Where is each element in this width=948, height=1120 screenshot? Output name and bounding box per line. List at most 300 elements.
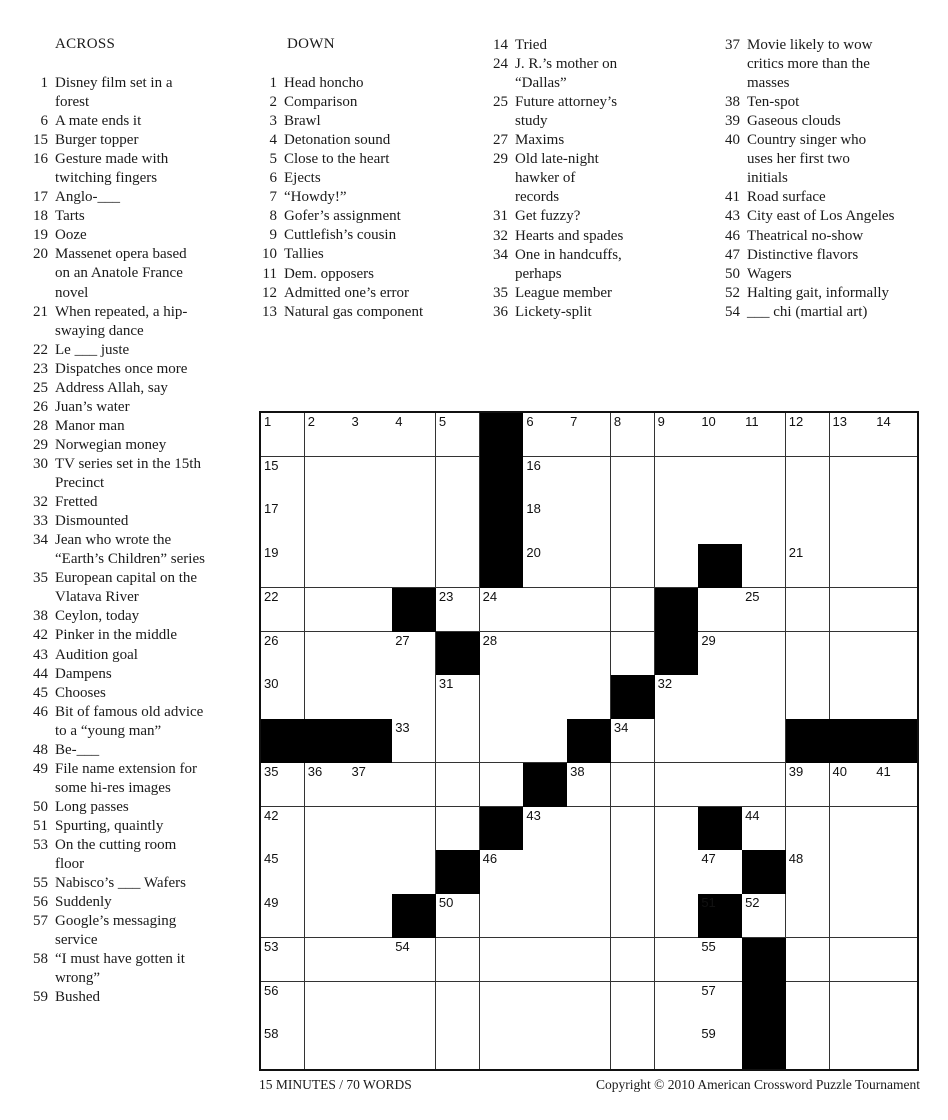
clue-item xyxy=(718,36,933,93)
grid-cell[interactable] xyxy=(305,807,349,851)
grid-cell[interactable] xyxy=(786,1025,830,1069)
grid-cell[interactable] xyxy=(655,457,699,501)
grid-cell[interactable] xyxy=(567,500,611,544)
grid-cell[interactable] xyxy=(742,675,786,719)
cell-number: 51 xyxy=(701,895,716,911)
clue-item xyxy=(718,303,933,322)
clue-item xyxy=(26,303,241,341)
grid-cell[interactable] xyxy=(523,982,567,1026)
clue-text: Ejects xyxy=(284,170,321,187)
clue-number: 4 xyxy=(269,132,277,149)
clue-number: 19 xyxy=(33,227,48,244)
cell-number: 36 xyxy=(307,763,323,779)
grid-cell[interactable] xyxy=(392,413,436,457)
grid-cell[interactable] xyxy=(261,500,305,544)
grid-cell[interactable] xyxy=(261,675,305,719)
grid-cell[interactable] xyxy=(261,544,305,588)
down-header: DOWN xyxy=(287,36,335,52)
grid-cell[interactable] xyxy=(611,807,655,851)
grid-cell[interactable] xyxy=(830,982,874,1026)
grid-cell[interactable] xyxy=(305,982,349,1026)
grid-cell[interactable] xyxy=(742,500,786,544)
clue-text: League member xyxy=(515,284,613,301)
grid-cell[interactable] xyxy=(873,675,917,719)
clue-text: Tallies xyxy=(284,246,324,263)
clue-item xyxy=(26,245,241,302)
clue-number: 21 xyxy=(33,303,48,320)
grid-cell[interactable] xyxy=(261,982,305,1026)
grid-cell[interactable] xyxy=(611,894,655,938)
grid-cell[interactable] xyxy=(480,719,524,763)
grid-cell[interactable] xyxy=(873,544,917,588)
clue-number: 7 xyxy=(269,189,277,206)
grid-cell[interactable] xyxy=(523,719,567,763)
grid-cell[interactable] xyxy=(348,675,392,719)
grid-cell[interactable] xyxy=(348,763,392,807)
grid-cell[interactable] xyxy=(523,632,567,676)
grid-cell[interactable] xyxy=(873,982,917,1026)
clue-text: wrong” xyxy=(55,970,100,987)
black-square xyxy=(261,719,305,763)
clue-text: Natural gas component xyxy=(284,303,424,320)
grid-cell[interactable] xyxy=(567,588,611,632)
grid-cell[interactable] xyxy=(436,938,480,982)
grid-cell[interactable] xyxy=(480,982,524,1026)
clue-text: to a “young man” xyxy=(55,722,162,739)
grid-cell[interactable] xyxy=(523,500,567,544)
grid-cell[interactable] xyxy=(830,413,874,457)
grid-cell[interactable] xyxy=(655,982,699,1026)
grid-cell[interactable] xyxy=(392,1025,436,1069)
clue-item xyxy=(255,93,470,112)
cell-number: 24 xyxy=(482,588,498,604)
grid-cell[interactable] xyxy=(830,675,874,719)
grid-cell[interactable] xyxy=(655,675,699,719)
clue-text: Halting gait, informally xyxy=(747,284,890,301)
grid-cell[interactable] xyxy=(786,938,830,982)
grid-cell[interactable] xyxy=(523,413,567,457)
grid-cell[interactable] xyxy=(480,938,524,982)
grid-cell[interactable] xyxy=(698,1025,742,1069)
grid-cell[interactable] xyxy=(261,938,305,982)
clue-text: Bit of famous old advice xyxy=(55,703,204,720)
clue-item xyxy=(255,131,470,150)
grid-cell[interactable] xyxy=(567,632,611,676)
clue-text: Norwegian money xyxy=(55,436,167,453)
grid-cell[interactable] xyxy=(655,894,699,938)
grid-cell[interactable] xyxy=(480,632,524,676)
grid-cell[interactable] xyxy=(523,1025,567,1069)
grid-cell[interactable] xyxy=(348,500,392,544)
clue-item xyxy=(718,93,933,112)
grid-cell[interactable] xyxy=(436,588,480,632)
grid-cell[interactable] xyxy=(611,632,655,676)
clue-text: Brawl xyxy=(284,113,321,130)
grid-cell[interactable] xyxy=(567,413,611,457)
grid-cell[interactable] xyxy=(436,544,480,588)
grid-cell[interactable] xyxy=(742,719,786,763)
cell-number: 20 xyxy=(526,545,541,561)
grid-cell[interactable] xyxy=(742,588,786,632)
cell-number: 1 xyxy=(264,414,272,429)
clue-text: some hi-res images xyxy=(55,779,171,796)
grid-cell[interactable] xyxy=(348,588,392,632)
grid-cell[interactable] xyxy=(261,588,305,632)
grid-cell[interactable] xyxy=(436,982,480,1026)
grid-cell[interactable] xyxy=(873,457,917,501)
grid-cell[interactable] xyxy=(436,500,480,544)
grid-cell[interactable] xyxy=(873,763,917,807)
grid-cell[interactable] xyxy=(305,894,349,938)
grid-cell[interactable] xyxy=(480,1025,524,1069)
grid-cell[interactable] xyxy=(655,807,699,851)
grid-cell[interactable] xyxy=(873,632,917,676)
grid-cell[interactable] xyxy=(567,938,611,982)
clue-item xyxy=(486,284,701,303)
clue-text: service xyxy=(55,932,98,949)
cell-number: 52 xyxy=(745,895,760,911)
grid-cell[interactable] xyxy=(655,500,699,544)
clue-text: Movie likely to wow xyxy=(747,37,873,53)
grid-cell[interactable] xyxy=(305,457,349,501)
clue-text: Nabisco’s ___ Wafers xyxy=(55,875,186,892)
grid-cell[interactable] xyxy=(786,894,830,938)
clue-item xyxy=(26,512,241,531)
clue-text: uses her first two xyxy=(747,151,850,168)
grid-cell[interactable] xyxy=(655,850,699,894)
grid-cell[interactable] xyxy=(611,938,655,982)
grid-cell[interactable] xyxy=(655,413,699,457)
grid-cell[interactable] xyxy=(742,894,786,938)
grid-cell[interactable] xyxy=(523,544,567,588)
clue-text: Juan’s water xyxy=(55,398,130,415)
grid-cell[interactable] xyxy=(436,719,480,763)
grid-cell[interactable] xyxy=(873,807,917,851)
grid-cell[interactable] xyxy=(786,763,830,807)
grid-cell[interactable] xyxy=(261,850,305,894)
clue-item xyxy=(26,150,241,188)
grid-cell[interactable] xyxy=(480,763,524,807)
grid-cell[interactable] xyxy=(611,500,655,544)
grid-cell[interactable] xyxy=(830,632,874,676)
grid-cell[interactable] xyxy=(655,1025,699,1069)
grid-cell[interactable] xyxy=(305,763,349,807)
grid-cell[interactable] xyxy=(873,938,917,982)
grid-cell[interactable] xyxy=(742,632,786,676)
grid-cell[interactable] xyxy=(786,500,830,544)
grid-cell[interactable] xyxy=(786,588,830,632)
clue-number: 15 xyxy=(33,132,48,149)
grid-cell[interactable] xyxy=(261,763,305,807)
clue-text: Fretted xyxy=(55,494,98,511)
grid-cell[interactable] xyxy=(655,938,699,982)
cell-number: 53 xyxy=(264,938,279,954)
clue-item xyxy=(718,131,933,188)
grid-cell[interactable] xyxy=(392,719,436,763)
grid-cell[interactable] xyxy=(305,938,349,982)
clue-item xyxy=(718,112,933,131)
grid-cell[interactable] xyxy=(786,544,830,588)
grid-cell[interactable] xyxy=(873,1025,917,1069)
grid-cell[interactable] xyxy=(523,850,567,894)
grid-cell[interactable] xyxy=(348,807,392,851)
clue-text: Long passes xyxy=(55,798,129,815)
grid-cell[interactable] xyxy=(348,982,392,1026)
grid-cell[interactable] xyxy=(611,457,655,501)
cell-number: 27 xyxy=(395,632,410,648)
clue-number: 59 xyxy=(33,989,48,1006)
clue-number: 11 xyxy=(262,265,277,282)
black-square xyxy=(655,632,699,676)
grid-cell[interactable] xyxy=(392,632,436,676)
grid-cell[interactable] xyxy=(873,413,917,457)
grid-cell[interactable] xyxy=(742,457,786,501)
grid-cell[interactable] xyxy=(873,850,917,894)
clue-number: 24 xyxy=(493,56,508,73)
clue-item xyxy=(26,912,241,950)
grid-cell[interactable] xyxy=(611,413,655,457)
cell-number: 3 xyxy=(351,414,359,429)
grid-cell[interactable] xyxy=(436,457,480,501)
grid-cell[interactable] xyxy=(873,894,917,938)
grid-cell[interactable] xyxy=(523,807,567,851)
grid-cell[interactable] xyxy=(611,982,655,1026)
grid-cell[interactable] xyxy=(830,763,874,807)
clue-text: On the cutting room xyxy=(55,837,177,853)
grid-cell[interactable] xyxy=(305,1025,349,1069)
grid-cell[interactable] xyxy=(392,500,436,544)
grid-cell[interactable] xyxy=(567,807,611,851)
clue-text: Road surface xyxy=(747,189,826,206)
grid-cell[interactable] xyxy=(742,807,786,851)
grid-cell[interactable] xyxy=(348,850,392,894)
grid-cell[interactable] xyxy=(523,457,567,501)
grid-cell[interactable] xyxy=(698,500,742,544)
clue-text: Detonation sound xyxy=(284,132,391,149)
grid-cell[interactable] xyxy=(698,850,742,894)
grid-cell[interactable] xyxy=(830,544,874,588)
black-square xyxy=(348,719,392,763)
grid-cell[interactable] xyxy=(261,413,305,457)
cell-number: 44 xyxy=(745,807,760,823)
grid-cell[interactable] xyxy=(830,807,874,851)
grid-cell[interactable] xyxy=(523,894,567,938)
clue-text: City east of Los Angeles xyxy=(747,208,895,225)
grid-cell[interactable] xyxy=(305,544,349,588)
grid-cell[interactable] xyxy=(392,544,436,588)
grid-cell[interactable] xyxy=(698,938,742,982)
grid-cell[interactable] xyxy=(786,807,830,851)
clue-text: masses xyxy=(747,75,790,92)
clue-number: 38 xyxy=(33,608,48,625)
grid-cell[interactable] xyxy=(567,850,611,894)
grid-cell[interactable] xyxy=(611,763,655,807)
grid-cell[interactable] xyxy=(392,982,436,1026)
grid-cell[interactable] xyxy=(742,544,786,588)
crossword-grid xyxy=(259,411,919,1071)
grid-cell[interactable] xyxy=(698,632,742,676)
cell-number: 58 xyxy=(264,1026,279,1042)
grid-cell[interactable] xyxy=(786,632,830,676)
clue-number: 47 xyxy=(725,246,740,263)
grid-cell[interactable] xyxy=(305,588,349,632)
clue-item xyxy=(718,284,933,303)
clue-text: Cuttlefish’s cousin xyxy=(284,227,397,244)
grid-cell[interactable] xyxy=(742,413,786,457)
grid-cell[interactable] xyxy=(567,1025,611,1069)
grid-cell[interactable] xyxy=(830,588,874,632)
grid-cell[interactable] xyxy=(480,588,524,632)
grid-cell[interactable] xyxy=(698,982,742,1026)
clue-number: 37 xyxy=(725,37,740,53)
clue-text: Vlatava River xyxy=(55,589,139,606)
clue-number: 57 xyxy=(33,913,48,930)
grid-cell[interactable] xyxy=(348,457,392,501)
grid-cell[interactable] xyxy=(348,894,392,938)
grid-cell[interactable] xyxy=(348,544,392,588)
grid-cell[interactable] xyxy=(611,719,655,763)
grid-cell[interactable] xyxy=(698,675,742,719)
grid-cell[interactable] xyxy=(392,850,436,894)
grid-cell[interactable] xyxy=(348,938,392,982)
grid-cell[interactable] xyxy=(786,982,830,1026)
grid-cell[interactable] xyxy=(523,588,567,632)
clue-item xyxy=(26,207,241,226)
grid-cell[interactable] xyxy=(830,938,874,982)
clue-number: 42 xyxy=(33,627,48,644)
grid-cell[interactable] xyxy=(305,500,349,544)
cell-number: 49 xyxy=(264,895,279,911)
grid-cell[interactable] xyxy=(567,675,611,719)
clue-text: on an Anatole France xyxy=(55,265,183,282)
grid-cell[interactable] xyxy=(611,588,655,632)
clue-item xyxy=(255,226,470,245)
grid-cell[interactable] xyxy=(392,938,436,982)
grid-cell[interactable] xyxy=(567,894,611,938)
grid-cell[interactable] xyxy=(873,500,917,544)
clue-text: Manor man xyxy=(55,417,125,434)
grid-cell[interactable] xyxy=(830,457,874,501)
grid-cell[interactable] xyxy=(523,675,567,719)
clue-number: 33 xyxy=(33,513,48,530)
cell-number: 35 xyxy=(264,763,279,779)
grid-cell[interactable] xyxy=(480,850,524,894)
clue-number: 54 xyxy=(725,303,740,320)
grid-cell[interactable] xyxy=(830,850,874,894)
grid-cell[interactable] xyxy=(392,763,436,807)
grid-cell[interactable] xyxy=(830,1025,874,1069)
clue-number: 55 xyxy=(33,875,48,892)
grid-cell[interactable] xyxy=(436,1025,480,1069)
grid-cell[interactable] xyxy=(392,807,436,851)
clue-number: 22 xyxy=(33,341,48,358)
grid-cell[interactable] xyxy=(873,588,917,632)
grid-cell[interactable] xyxy=(611,1025,655,1069)
clue-text: Maxims xyxy=(515,132,565,149)
grid-cell[interactable] xyxy=(655,719,699,763)
grid-cell[interactable] xyxy=(436,413,480,457)
grid-cell[interactable] xyxy=(261,807,305,851)
clue-text: forest xyxy=(55,94,90,111)
clue-text: Head honcho xyxy=(284,75,364,91)
clue-text: Theatrical no-show xyxy=(747,227,864,244)
clue-number: 41 xyxy=(725,189,740,206)
grid-cell[interactable] xyxy=(261,1025,305,1069)
grid-cell[interactable] xyxy=(655,763,699,807)
cell-number: 42 xyxy=(264,807,279,823)
grid-cell[interactable] xyxy=(480,894,524,938)
clue-number: 40 xyxy=(725,132,740,149)
clue-text: floor xyxy=(55,856,85,873)
grid-cell[interactable] xyxy=(830,500,874,544)
grid-cell[interactable] xyxy=(436,807,480,851)
grid-cell[interactable] xyxy=(261,632,305,676)
grid-cell[interactable] xyxy=(786,675,830,719)
grid-cell[interactable] xyxy=(567,982,611,1026)
black-square xyxy=(392,894,436,938)
black-square xyxy=(742,938,786,982)
grid-cell[interactable] xyxy=(305,850,349,894)
clue-text: Precinct xyxy=(55,475,105,492)
grid-cell[interactable] xyxy=(436,894,480,938)
grid-cell[interactable] xyxy=(567,457,611,501)
grid-cell[interactable] xyxy=(786,850,830,894)
cell-number: 56 xyxy=(264,982,279,998)
grid-cell[interactable] xyxy=(348,413,392,457)
grid-cell[interactable] xyxy=(436,763,480,807)
grid-cell[interactable] xyxy=(348,632,392,676)
grid-cell[interactable] xyxy=(655,544,699,588)
grid-cell[interactable] xyxy=(261,894,305,938)
grid-cell[interactable] xyxy=(698,588,742,632)
grid-cell[interactable] xyxy=(305,675,349,719)
clue-number: 50 xyxy=(33,798,48,815)
black-square xyxy=(436,632,480,676)
grid-cell[interactable] xyxy=(392,457,436,501)
grid-cell[interactable] xyxy=(611,850,655,894)
clue-number: 36 xyxy=(493,303,508,320)
grid-cell[interactable] xyxy=(830,894,874,938)
clue-text: Suddenly xyxy=(55,894,112,911)
grid-cell[interactable] xyxy=(786,413,830,457)
grid-cell[interactable] xyxy=(436,675,480,719)
cell-number: 41 xyxy=(876,763,891,779)
clue-item xyxy=(26,836,241,874)
grid-cell[interactable] xyxy=(611,544,655,588)
grid-cell[interactable] xyxy=(305,632,349,676)
grid-cell[interactable] xyxy=(305,413,349,457)
clue-number: 30 xyxy=(33,456,48,472)
grid-cell[interactable] xyxy=(392,675,436,719)
grid-cell[interactable] xyxy=(348,1025,392,1069)
clue-item xyxy=(486,131,701,150)
grid-cell[interactable] xyxy=(698,719,742,763)
grid-cell[interactable] xyxy=(567,544,611,588)
cell-number: 59 xyxy=(701,1026,716,1042)
grid-cell[interactable] xyxy=(742,763,786,807)
grid-cell[interactable] xyxy=(261,457,305,501)
grid-cell[interactable] xyxy=(567,763,611,807)
grid-cell[interactable] xyxy=(698,413,742,457)
clue-number: 48 xyxy=(33,741,48,758)
grid-cell[interactable] xyxy=(698,457,742,501)
grid-cell[interactable] xyxy=(698,763,742,807)
grid-cell[interactable] xyxy=(523,938,567,982)
clue-item xyxy=(255,112,470,131)
grid-cell[interactable] xyxy=(480,675,524,719)
grid-cell[interactable] xyxy=(786,457,830,501)
cell-number: 50 xyxy=(438,895,454,911)
